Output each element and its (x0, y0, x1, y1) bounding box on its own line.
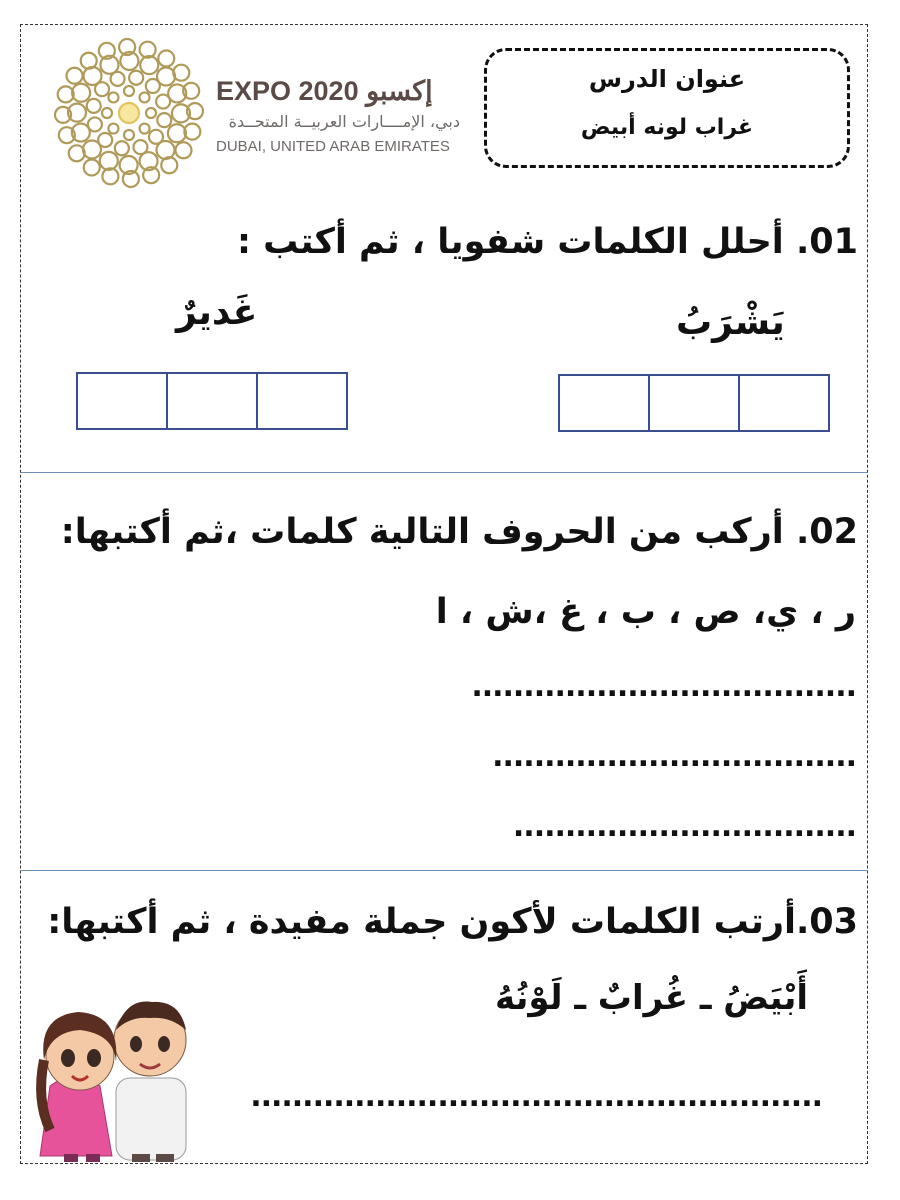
emblem-ring-circle (67, 68, 83, 84)
letter-box[interactable] (76, 372, 168, 430)
emblem-ring-circle (83, 67, 101, 85)
answer-line[interactable]: ................................... (492, 742, 856, 772)
letter-box[interactable] (256, 372, 348, 430)
emblem-ring-circle (157, 113, 171, 127)
boy-figure (114, 1002, 186, 1162)
emblem-ring-circle (173, 65, 189, 81)
emblem-ring-circle (158, 51, 174, 67)
emblem-ring-circle (84, 159, 100, 175)
emblem-ring-circle (115, 141, 129, 155)
lesson-title-box (484, 48, 850, 168)
q1-left-letter-boxes (76, 372, 348, 430)
emblem-ring-circle (69, 145, 85, 161)
emblem-ring-circle (146, 108, 156, 118)
emblem-ring-circle (168, 124, 186, 142)
emblem-ring-circle (108, 92, 118, 102)
emblem-ring-circle (124, 130, 134, 140)
q1-word-right: يَشْرَبُ (676, 302, 785, 343)
emblem-ring-circle (129, 71, 143, 85)
emblem-ring-circle (140, 92, 150, 102)
expo-title: EXPO 2020 إكسبو (216, 76, 433, 106)
letter-box[interactable] (648, 374, 740, 432)
letter-box[interactable] (166, 372, 258, 430)
emblem-ring-circle (161, 157, 177, 173)
q3-words: أَبْيَضُ ـ غُرابٌ ـ لَوْنُهُ (495, 978, 808, 1018)
emblem-ring-circle (157, 141, 175, 159)
emblem-ring-circle (175, 142, 191, 158)
emblem-ring-circle (108, 124, 118, 134)
letter-box[interactable] (558, 374, 650, 432)
emblem-ring-circle (157, 67, 175, 85)
emblem-ring-circle (72, 84, 90, 102)
emblem-ring-circle (140, 124, 150, 134)
answer-line[interactable]: ....................................................... (250, 1082, 822, 1112)
q1-prompt: 01. أحلل الكلمات شفويا ، ثم أكتب : (236, 222, 858, 262)
emblem-ring-circle (124, 86, 134, 96)
q1-word-left: غَديرٌ (176, 292, 258, 333)
letter-box[interactable] (738, 374, 830, 432)
q1-right-letter-boxes (558, 374, 830, 432)
section-divider (21, 472, 867, 473)
section-divider (21, 870, 867, 871)
children-illustration (30, 990, 230, 1166)
expo-emblem-icon (52, 36, 206, 190)
emblem-ring-circle (81, 53, 97, 69)
q3-prompt: 03.أرتب الكلمات لأكون جملة مفيدة ، ثم أكتبها: (47, 902, 858, 942)
expo-arabic-line: دبي، الإمــــارات العربيــة المتحــدة (228, 112, 460, 131)
emblem-ring-circle (83, 141, 101, 159)
emblem-ring-circle (140, 56, 158, 74)
emblem-ring-circle (102, 108, 112, 118)
emblem-ring-circle (87, 99, 101, 113)
emblem-ring-circle (100, 152, 118, 170)
q2-letters: ر ، ي، ص ، ب ، غ ،ش ، ا (435, 592, 856, 632)
expo-english-line: DUBAI, UNITED ARAB EMIRATES (216, 138, 450, 155)
lesson-title: غراب لونه أبيض (580, 115, 754, 140)
answer-line[interactable]: ................................. (512, 812, 856, 842)
lesson-heading: عنوان الدرس (588, 65, 746, 93)
q2-prompt: 02. أركب من الحروف التالية كلمات ،ثم أكتبها: (60, 512, 858, 552)
girl-figure (40, 1012, 116, 1162)
answer-line[interactable]: ..................................... (471, 672, 856, 702)
